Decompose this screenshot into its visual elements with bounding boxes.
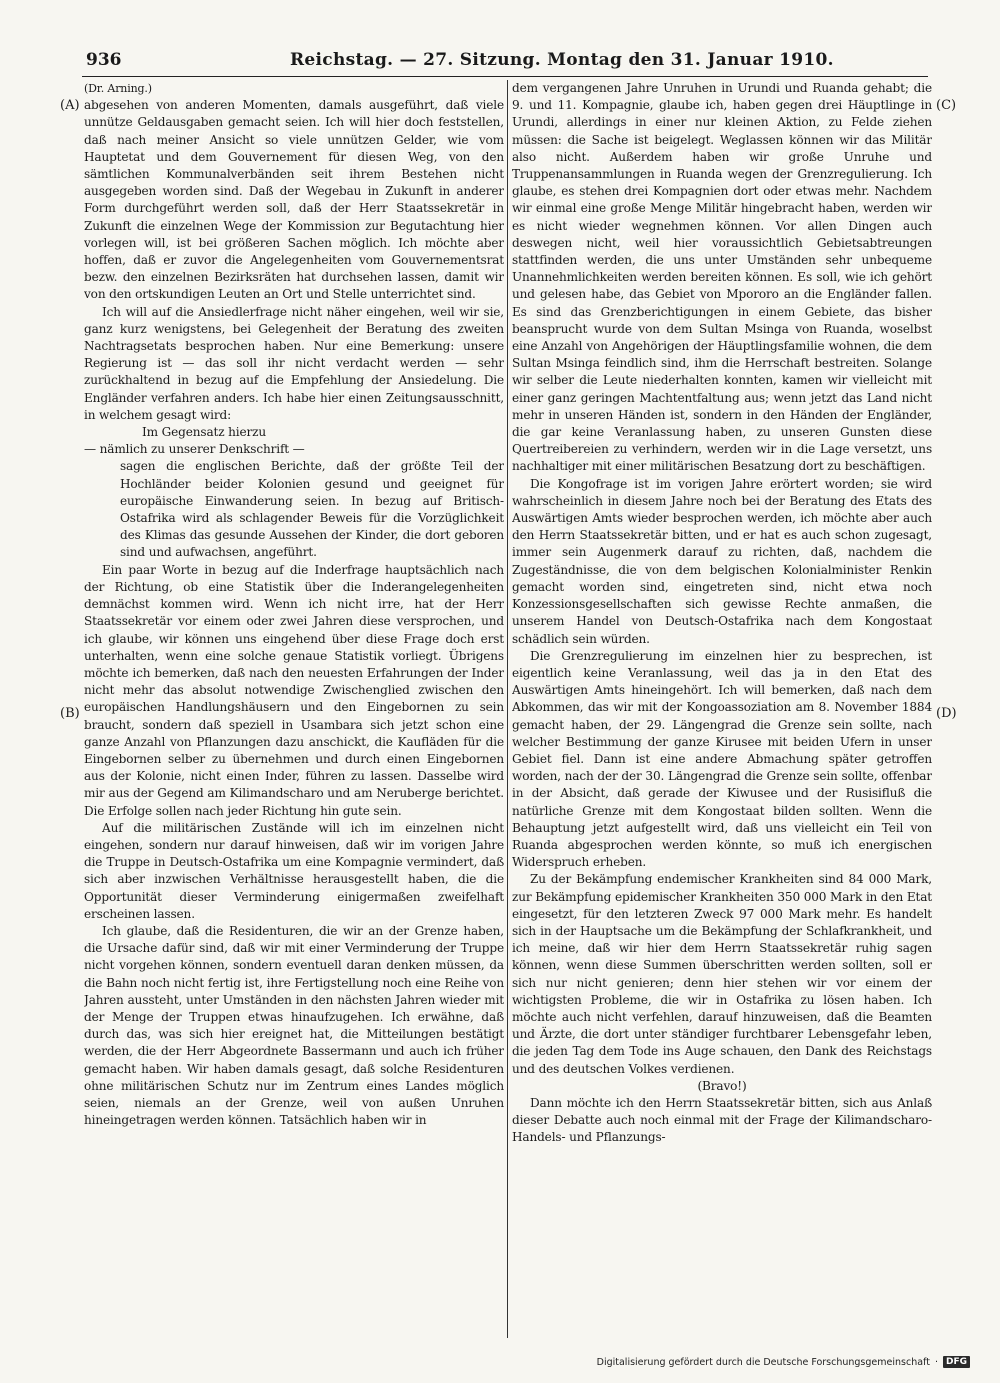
margin-label-b: (B) — [60, 706, 80, 721]
paragraph: Die Kongofrage ist im vorigen Jahre erörtert worden; sie wird wahrscheinlich in diesem Jahre noch bei der Beratung des Etats des Auswärtigen Amts wieder besprochen werden, ich möchte aber auch den Herrn Staatssekretär bitten, und er hat es auch schon zugesagt, immer sein Augenmerk darauf zu richten, daß, nachdem die Zugeständnisse, die von dem belgischen Kolonialminister Renkin gemacht worden sind, eingetreten sind, nicht etwa noch Konzessionsgesellschaften sich gewisse Rechte anmaßen, die unserem Handel von Deutsch-Ostafrika nach dem Kongostaat schädlich sein würden. — [512, 476, 932, 646]
speaker-label: (Dr. Arning.) — [84, 82, 152, 95]
margin-label-c: (C) — [936, 98, 957, 113]
column-divider — [507, 80, 508, 1338]
funding-credit: Digitalisierung gefördert durch die Deutsche Forschungsgemeinschaft — [596, 1356, 930, 1368]
paragraph: Ich glaube, daß die Residenturen, die wir an der Grenze haben, die Ursache dafür sind, daß wir mit einer Verminderung der Truppe nicht vorgehen können, sondern eventuell daran denken müssen, da die Bahn noch nicht fertig ist, ihre Fertigstellung noch eine Reihe von Jahren aussteht, unter Umständen in den nächsten Jahren wieder mit der Menge der Truppen etwas hinaufzugehen. Ich erwähne, daß durch das, was sich hier ereignet hat, die Mitteilungen bestätigt werden, die der Herr Abgeordnete Bassermann und auch ich früher gemacht haben. Wir haben damals gesagt, daß solche Residenturen ohne militärischen Schutz nur im Zentrum eines Landes möglich seien, niemals an der Grenze, weil von außen Unruhen hineingetragen werden können. Tatsächlich haben wir in — [84, 923, 504, 1128]
margin-label-a: (A) — [60, 98, 80, 113]
footer-separator: · — [934, 1356, 938, 1368]
paragraph: Auf die militärischen Zustände will ich im einzelnen nicht eingehen, sondern nur darauf hinweisen, daß wir im vorigen Jahre die Truppe in Deutsch-Ostafrika um eine Kompagnie vermindert, daß sich aber inzwischen Verhältnisse herausgestellt haben, die die Opportunität dieser Verminderung einigermaßen zweifelhaft erscheinen lassen. — [84, 820, 504, 921]
dfg-logo: DFG — [943, 1356, 970, 1368]
paragraph: Dann möchte ich den Herrn Staatssekretär bitten, sich aus Anlaß dieser Debatte auch noch einmal mit der Frage der Kilimandscharo-Handels- und Pflanzungs- — [512, 1095, 932, 1145]
quote-interjection: — nämlich zu unserer Denkschrift — — [84, 442, 305, 457]
paragraph: Ein paar Worte in bezug auf die Inderfrage hauptsächlich nach der Richtung, ob eine Statistik über die Inderangelegenheiten demnächst kommen wird. Wenn ich nicht irre, hat der Herr Staatssekretär vor einem oder zwei Jahren diese versprochen, und ich glaube, wir können uns eingehend über diese Frage doch erst unterhalten, wenn eine solche genaue Statistik vorliegt. Übrigens möchte ich bemerken, daß nach den neuesten Erfahrungen der Inder nicht mehr das absolut notwendige Zwischenglied zwischen den europäischen Handlungshäusern und den Eingebornen zu sein braucht, sondern daß speziell in Usambara sich jetzt schon eine ganze Anzahl von Pflanzungen dazu anschickt, die Kaufläden für die Eingebornen selber zu übernehmen und durch einen Eingebornen aus der Kolonie, nicht einen Inder, führen zu lassen. Dasselbe wird mir aus der Gegend am Kilimandscharo und am Neruberge berichtet. Die Erfolge sollen nach jeder Richtung hin gute sein. — [84, 562, 504, 818]
paragraph: Die Grenzregulierung im einzelnen hier zu besprechen, ist eigentlich keine Veranlassung, weil das ja in den Etat des Auswärtigen Amts hineingehört. Ich will bemerken, daß nach dem Abkommen, das wir mit der Kongoassoziation am 8. November 1884 gemacht haben, der 29. Längengrad die Grenze sein sollte, nach welcher Bestimmung der ganze Kirusee mit beiden Ufern in unser Gebiet fiel. Dann ist eine andere Abmachung später getroffen worden, nach der der 30. Längengrad die Grenze sein sollte, offenbar in der Absicht, daß gerade der Kiwusee und der Rusisifluß die natürliche Grenze mit dem Kongostaat bilden sollten. Wenn die Behauptung jetzt aufgestellt wird, daß uns vielleicht ein Teil von Ruanda abgesprochen werden könnte, so muß ich energischen Widerspruch erheben. — [512, 648, 932, 870]
right-column — [512, 80, 932, 1338]
quote-lead: Im Gegensatz hierzu — [142, 425, 266, 440]
left-column — [84, 80, 504, 1338]
page-header — [82, 50, 928, 77]
paragraph: Zu der Bekämpfung endemischer Krankheiten sind 84 000 Mark, zur Bekämpfung epidemischer Krankheiten 350 000 Mark in den Etat eingesetzt, für den letzteren Zweck 97 000 Mark mehr. Es handelt sich in der Hauptsache um die Bekämpfung der Schlafkrankheit, und ich meine, daß wir hier dem Herrn Staatssekretär ruhig sagen können, wenn diese Summen überschritten werden sollten, soll er sich nur nicht genieren; denn hier stehen wir vor einem der wichtigsten Probleme, die wir in Ostafrika zu lösen haben. Ich möchte auch nicht verfehlen, darauf hinzuweisen, daß die Beamten und Ärzte, die dort unter ständiger furchtbarer Lebensgefahr leben, die jeden Tag dem Tode ins Auge schauen, den Dank des Reichstags und des deutschen Volkes verdienen. — [512, 872, 932, 1076]
page-number: 936 — [86, 50, 122, 70]
applause-note: (Bravo!) — [697, 1078, 747, 1093]
paragraph: dem vergangenen Jahre Unruhen in Urundi und Ruanda gehabt; die 9. und 11. Kompagnie, glaube ich, haben gegen drei Häuptlinge in Urundi, allerdings in einer nur kleinen Aktion, zu Felde ziehen müssen: die Sache ist beigelegt. Weglassen können wir das Militär also nicht. Außerdem haben wir große Unruhe und Truppenansammlungen in Ruanda wegen der Grenzregulierung. Ich glaube, es stehen drei Kompagnien dort oder etwas mehr. Nachdem wir einmal eine große Menge Militär hingebracht haben, werden wir es nicht wieder wegnehmen können. Vor allen Dingen auch deswegen nicht, weil hier voraussichtlich Gebietsabtreungen stattfinden werden, die uns unter Umständen sehr unbequeme Unannehmlichkeiten werden bereiten können. Es soll, wie ich gehört und gelesen habe, das Gebiet von Mpororo an die Engländer fallen. Es sind das Grenzberichtigungen in einem Gebiete, das bisher beansprucht wurde von dem Sultan Msinga von Ruanda, woselbst eine Anzahl von Angehörigen der Häuptlingsfamilie wohnen, die dem Sultan Msinga feindlich sind, ihm die Herrschaft bestreiten. Solange wir selber die Leute niederhalten konnten, kamen wir vielleicht mit einer ganz geringen Machtentfaltung aus; wenn jetzt das Land nicht mehr in unseren Händen ist, sondern in den Händen der Engländer, die gar keine Veranlassung haben, zu unseren Gunsten diese Quertreibereien zu verhindern, werden wir in die Lage versetzt, uns nachhaltiger mit einer militärischen Besatzung dort zu beschäftigen. — [512, 81, 932, 474]
paragraph: abgesehen von anderen Momenten, damals ausgeführt, daß viele unnütze Geldausgaben gemacht seien. Ich will hier doch feststellen, daß nach meiner Ansicht so viele unnützen Gelder, wie vom Hauptetat und dem Gouvernement für diesen Weg, von den sämtlichen Kommunalverbänden seit ihrem Bestehen nicht ausgegeben worden sind. Daß der Wegebau in Zukunft in anderer Form durchgeführt werden soll, daß der Herr Staatssekretär in Zukunft die einzelnen Wege der Kommission zur Begutachtung hier vorlegen will, ist bei größeren Sachen möglich. Ich möchte aber hoffen, daß er zuvor die Angelegenheiten vom Gouvernementsrat bezw. den einzelnen Bezirksräten hat durchsehen lassen, damit wir von den ortskundigen Leuten an Ort und Stelle unterrichtet sind. — [84, 98, 504, 302]
paragraph: Ich will auf die Ansiedlerfrage nicht näher eingehen, weil wir sie, ganz kurz wenigstens, bei Gelegenheit der Beratung des zweiten Nachtragsetats besprochen haben. Nur eine Bemerkung: unsere Regierung ist — das soll ihr nicht verdacht werden — sehr zurückhaltend in bezug auf die Empfehlung der Ansiedelung. Die Engländer verfahren anders. Ich habe hier einen Zeitungsausschnitt, in welchem gesagt wird: — [84, 304, 504, 422]
quote-text: sagen die englischen Berichte, daß der größte Teil der Hochländer beider Kolonien gesund und geeignet für europäische Einwanderung seien. In bezug auf Britisch-Ostafrika wird als schlagender Beweis für die Vorzüglichkeit des Klimas das gesunde Aussehen der Kinder, die dort geboren sind und aufwachsen, angeführt. — [120, 459, 504, 560]
margin-label-d: (D) — [936, 706, 957, 721]
digitization-footer — [597, 1353, 970, 1371]
running-title: Reichstag. — 27. Sitzung. Montag den 31. Januar 1910. — [290, 50, 834, 70]
